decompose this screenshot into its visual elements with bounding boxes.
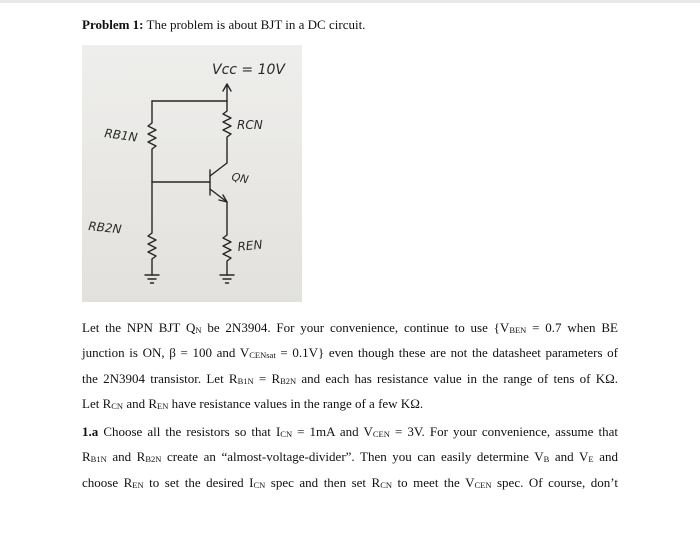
rb2-ground (145, 275, 159, 283)
q-label: QN (230, 170, 250, 187)
rb1-label: RB1N (103, 126, 139, 145)
paragraph-2-line-3: choose REN to set the desired ICN spec and then set RCN to meet the VCEN spec. Of course, don’t (82, 474, 618, 490)
rc-label: RCN (237, 118, 263, 132)
subproblem-number: 1.a (82, 424, 99, 439)
paragraph-2 (82, 420, 618, 496)
problem-number: Problem 1: (82, 17, 144, 32)
rb2-label: RB2N (87, 219, 123, 237)
paragraph-1-line-2: junction is ON, β = 100 and VCENsat = 0.1V} even though these are not the datasheet parameters of (82, 345, 618, 361)
re-ground (220, 275, 234, 283)
vcc-arrow (223, 84, 231, 101)
problem-description: The problem is about BJT in a DC circuit. (146, 17, 366, 32)
rb1-resistor (148, 101, 156, 182)
re-resistor (223, 202, 231, 275)
problem-heading (82, 17, 365, 33)
paragraph-1-line-3: the 2N3904 transistor. Let RB1N = RB2N and each has resistance value in the range of tens of KΩ. (82, 370, 618, 386)
paragraph-1 (82, 316, 618, 417)
rb2-resistor (148, 182, 156, 275)
vcc-label: Vcc = 10V (212, 62, 285, 78)
paragraph-2-line-1: 1.a Choose all the resistors so that ICN = 1mA and VCEN = 3V. For your convenience, assume that (82, 424, 618, 439)
re-label: REN (236, 237, 264, 254)
circuit-schematic (82, 45, 302, 302)
paragraph-1-line-1: Let the NPN BJT QN be 2N3904. For your convenience, continue to use {VBEN = 0.7 when BE (82, 320, 618, 335)
paragraph-2-line-2: RB1N and RB2N create an “almost-voltage-divider”. Then you can easily determine VB and VE and (82, 449, 618, 465)
transistor-collector (210, 163, 227, 176)
circuit-photo (82, 45, 302, 302)
paragraph-1-line-4: Let RCN and REN have resistance values in the range of a few KΩ. (82, 395, 424, 411)
rc-resistor (223, 101, 231, 163)
page-top-strip (0, 0, 700, 3)
